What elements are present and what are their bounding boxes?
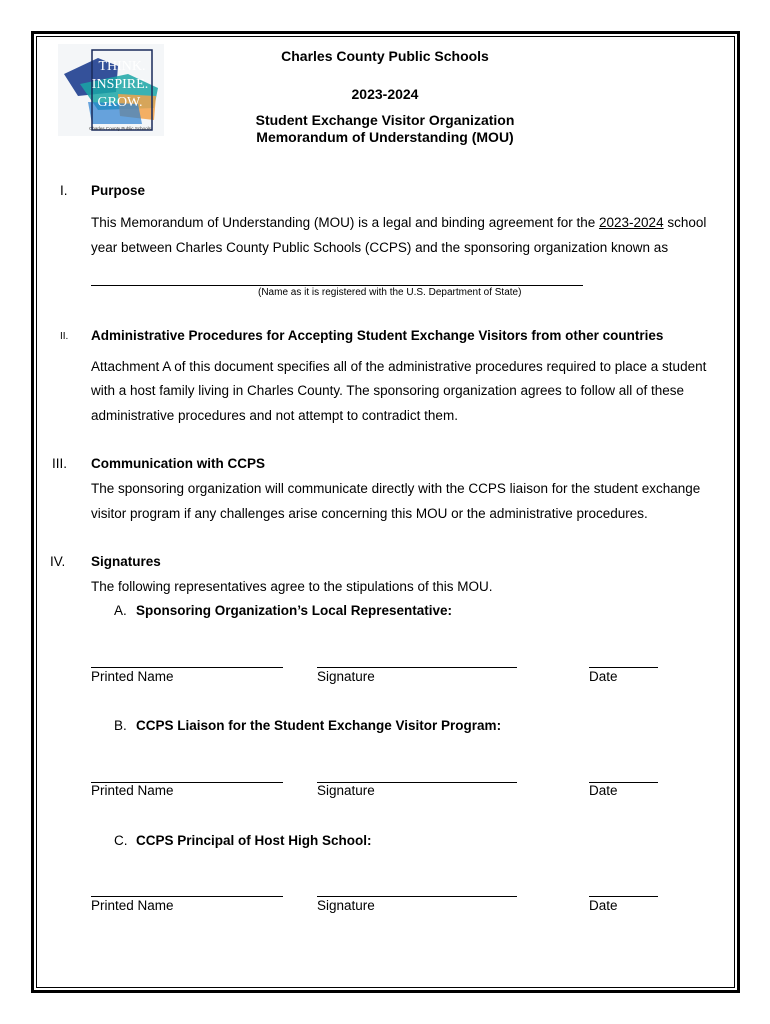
- date-label-b: Date: [589, 783, 618, 798]
- printed-name-line-c: [91, 896, 283, 897]
- svg-text:GROW.: GROW.: [97, 95, 143, 110]
- signature-block-letter-b: B.: [114, 718, 127, 733]
- document-title-line2: Memorandum of Understanding (MOU): [256, 129, 514, 145]
- purpose-text-line2: year between Charles County Public Schools (CCPS) and the sponsoring organization known as: [91, 240, 669, 255]
- printed-name-label-b: Printed Name: [91, 783, 174, 798]
- signature-block-title-b: CCPS Liaison for the Student Exchange Visitor Program:: [136, 718, 502, 733]
- school-year: 2023-2024: [351, 86, 419, 102]
- svg-text:THINK.: THINK.: [98, 59, 146, 74]
- svg-text:Charles County Public Schools: Charles County Public Schools: [89, 126, 151, 131]
- printed-name-label-c: Printed Name: [91, 898, 174, 913]
- purpose-text-line1: This Memorandum of Understanding (MOU) is a legal and binding agreement for the 2023-2024 school: [91, 215, 707, 230]
- communication-text-line2: visitor program if any challenges arise concerning this MOU or the administrative procedures.: [91, 506, 648, 521]
- printed-name-line-a: [91, 667, 283, 668]
- section-number-signatures: IV.: [50, 554, 66, 569]
- district-name: Charles County Public Schools: [281, 48, 489, 64]
- printed-name-label-a: Printed Name: [91, 669, 174, 684]
- signature-block-letter-c: C.: [114, 833, 128, 848]
- section-number-purpose: I.: [60, 183, 68, 198]
- date-line-c: [589, 896, 658, 897]
- signature-block-title-a: Sponsoring Organization’s Local Representative:: [136, 603, 453, 618]
- signature-block-letter-a: A.: [114, 603, 127, 618]
- admin-text-line2: with a host family living in Charles County. The sponsoring organization agrees to follow all of these: [91, 383, 685, 398]
- organization-name-caption: (Name as it is registered with the U.S. Department of State): [258, 287, 522, 298]
- admin-text-line1: Attachment A of this document specifies all of the administrative procedures required to place a student: [91, 359, 707, 374]
- section-heading-purpose: Purpose: [91, 183, 146, 198]
- school-year-underlined: 2023-2024: [599, 215, 664, 230]
- document-title-line1: Student Exchange Visitor Organization: [255, 112, 515, 128]
- date-label-a: Date: [589, 669, 618, 684]
- date-line-a: [589, 667, 658, 668]
- signature-label-a: Signature: [317, 669, 375, 684]
- signature-line-a: [317, 667, 517, 668]
- signature-label-b: Signature: [317, 783, 375, 798]
- section-number-communication: III.: [52, 456, 68, 471]
- signature-block-title-c: CCPS Principal of Host High School:: [136, 833, 372, 848]
- section-heading-admin: Administrative Procedures for Accepting Student Exchange Visitors from other countries: [91, 328, 664, 343]
- communication-text-line1: The sponsoring organization will communicate directly with the CCPS liaison for the student exchange: [91, 481, 701, 496]
- svg-text:INSPIRE.: INSPIRE.: [91, 77, 149, 92]
- date-label-c: Date: [589, 898, 618, 913]
- section-heading-signatures: Signatures: [91, 554, 161, 569]
- admin-text-line3: administrative procedures and not attempt to contradict them.: [91, 408, 458, 423]
- section-number-admin: II.: [60, 331, 69, 342]
- organization-name-line: [91, 285, 583, 286]
- section-heading-communication: Communication with CCPS: [91, 456, 266, 471]
- signatures-intro: The following representatives agree to the stipulations of this MOU.: [91, 579, 493, 594]
- signature-line-c: [317, 896, 517, 897]
- signature-label-c: Signature: [317, 898, 375, 913]
